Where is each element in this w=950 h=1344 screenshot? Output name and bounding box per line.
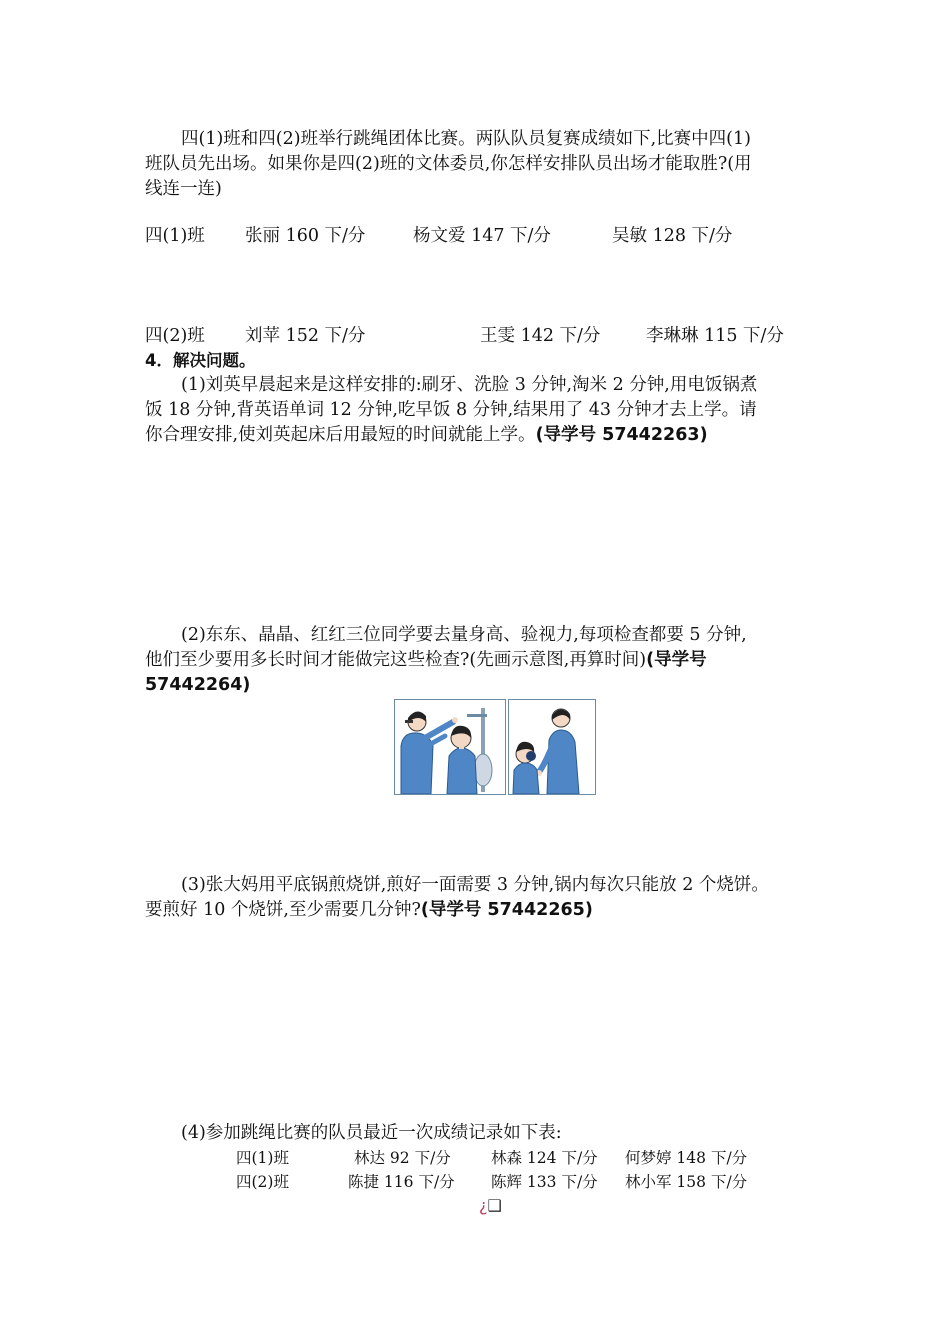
q3-ref: (导学号 57442265)	[420, 900, 593, 920]
class2-member-2: 王雯 142 下/分	[480, 326, 601, 346]
class1-member-3: 吴敏 128 下/分	[612, 226, 733, 246]
intro-line-2: 班队员先出场。如果你是四(2)班的文体委员,你怎样安排队员出场才能取胜?(用	[145, 154, 752, 174]
q2-ref-a: (导学号	[646, 650, 707, 670]
q4-row2-c: 林小军 158 下/分	[625, 1173, 748, 1191]
checkup-illustration	[394, 699, 596, 795]
class2-name: 四(2)班	[145, 326, 205, 346]
q4-table-row-2	[236, 1170, 776, 1192]
q4-row2-b: 陈辉 133 下/分	[491, 1173, 598, 1191]
q4-row1-c: 何梦婷 148 下/分	[625, 1149, 748, 1167]
class1-row	[145, 224, 805, 248]
class1-name: 四(1)班	[145, 226, 205, 246]
class2-row	[145, 324, 805, 348]
intro-line-1: 四(1)班和四(2)班举行跳绳团体比赛。两队队员复赛成绩如下,比赛中四(1)	[181, 129, 751, 149]
q4-table-row-1	[236, 1146, 776, 1168]
q4-row1-a: 林达 92 下/分	[354, 1149, 451, 1167]
class1-member-2: 杨文爱 147 下/分	[413, 226, 551, 246]
q1-line-3: 你合理安排,使刘英起床后用最短的时间就能上学。(导学号 57442263)	[145, 425, 708, 445]
q3-line-2: 要煎好 10 个烧饼,至少需要几分钟?(导学号 57442265)	[145, 900, 593, 920]
q4-row2-class: 四(2)班	[236, 1173, 289, 1191]
page-footer-mark	[479, 1196, 502, 1215]
eye-test-panel	[508, 699, 596, 795]
q4-row1-b: 林森 124 下/分	[491, 1149, 598, 1167]
q4-line-1: (4)参加跳绳比赛的队员最近一次成绩记录如下表:	[181, 1123, 562, 1143]
section-heading: 4．解决问题。	[145, 351, 256, 370]
q2-ref-b: 57442264)	[145, 675, 251, 695]
q2-line-1: (2)东东、晶晶、红红三位同学要去量身高、验视力,每项检查都要 5 分钟,	[181, 625, 747, 645]
q4-row2-a: 陈捷 116 下/分	[348, 1173, 455, 1191]
q1-line-1: (1)刘英早晨起来是这样安排的:刷牙、洗脸 3 分钟,淘米 2 分钟,用电饭锅煮	[181, 375, 758, 395]
class2-member-3: 李琳琳 115 下/分	[646, 326, 784, 346]
q1-ref: (导学号 57442263)	[535, 425, 708, 445]
q1-line-2: 饭 18 分钟,背英语单词 12 分钟,吃早饭 8 分钟,结果用了 43 分钟才去上学。请	[145, 400, 757, 420]
q2-line-2: 他们至少要用多长时间才能做完这些检查?(先画示意图,再算时间)(导学号	[145, 650, 707, 670]
height-measure-panel	[394, 699, 506, 795]
class2-member-1: 刘苹 152 下/分	[245, 326, 366, 346]
q4-row1-class: 四(1)班	[236, 1149, 289, 1167]
footer-box-icon: ❑	[487, 1196, 502, 1215]
q3-line-1: (3)张大妈用平底锅煎烧饼,煎好一面需要 3 分钟,锅内每次只能放 2 个烧饼。	[181, 875, 769, 895]
class1-member-1: 张丽 160 下/分	[245, 226, 366, 246]
footer-glyph: ¿	[479, 1196, 488, 1215]
intro-line-3: 线连一连)	[145, 179, 222, 199]
